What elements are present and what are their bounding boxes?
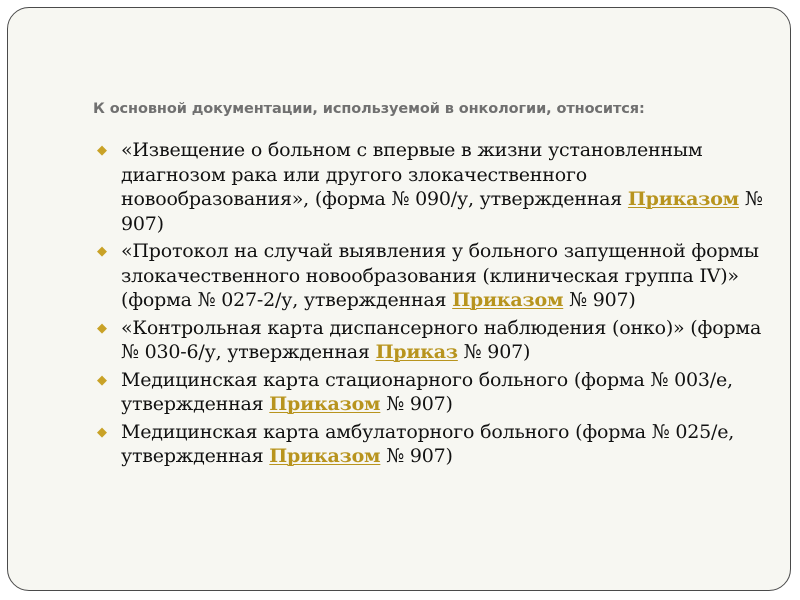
item-text-after: № 907) [380,393,453,415]
order-link[interactable]: Приказ [375,341,458,363]
item-text-before: «Контрольная карта диспансерного наблюдения (онко)» (форма № 030-6/у, утвержденная [121,316,762,363]
diamond-bullet-icon: ◆ [97,143,107,158]
diamond-bullet-icon: ◆ [97,372,107,388]
item-text-before: «Извещение о больном с впервые в жизни установленным диагнозом рака или другого злокачественного новообразования», (форма № 090/у, утвержденная [121,139,703,210]
item-text-before: «Протокол на случай выявления у больного запущенной формы злокачественного новообразования (клиническая группа IV)» (форма № 027-2/у, утвержденная [121,240,759,311]
list-item [96,239,766,313]
list-item [96,368,766,417]
item-text-before: Медицинская карта амбулаторного больного (форма № 025/е, утвержденная [121,420,735,467]
item-text-after: № 907) [457,341,531,363]
document-list [96,138,766,472]
order-link[interactable]: Приказом [269,445,381,467]
item-text-after: № 907) [563,289,636,311]
slide-frame [7,7,791,591]
diamond-bullet-icon: ◆ [97,320,107,336]
order-link[interactable]: Приказом [452,289,564,311]
diamond-bullet-icon: ◆ [97,244,107,259]
order-link[interactable]: Приказом [627,188,739,210]
list-item [96,138,766,236]
slide-heading: К основной документации, используемой в онкологии, относится: [93,101,645,117]
item-text-after: № 907) [380,445,453,467]
item-text-after: № 907) [121,188,763,235]
list-item [96,420,766,469]
item-text-before: Медицинская карта стационарного больного (форма № 003/е, утвержденная [121,368,733,415]
order-link[interactable]: Приказом [269,393,381,415]
diamond-bullet-icon: ◆ [97,424,107,440]
list-item [96,316,766,365]
